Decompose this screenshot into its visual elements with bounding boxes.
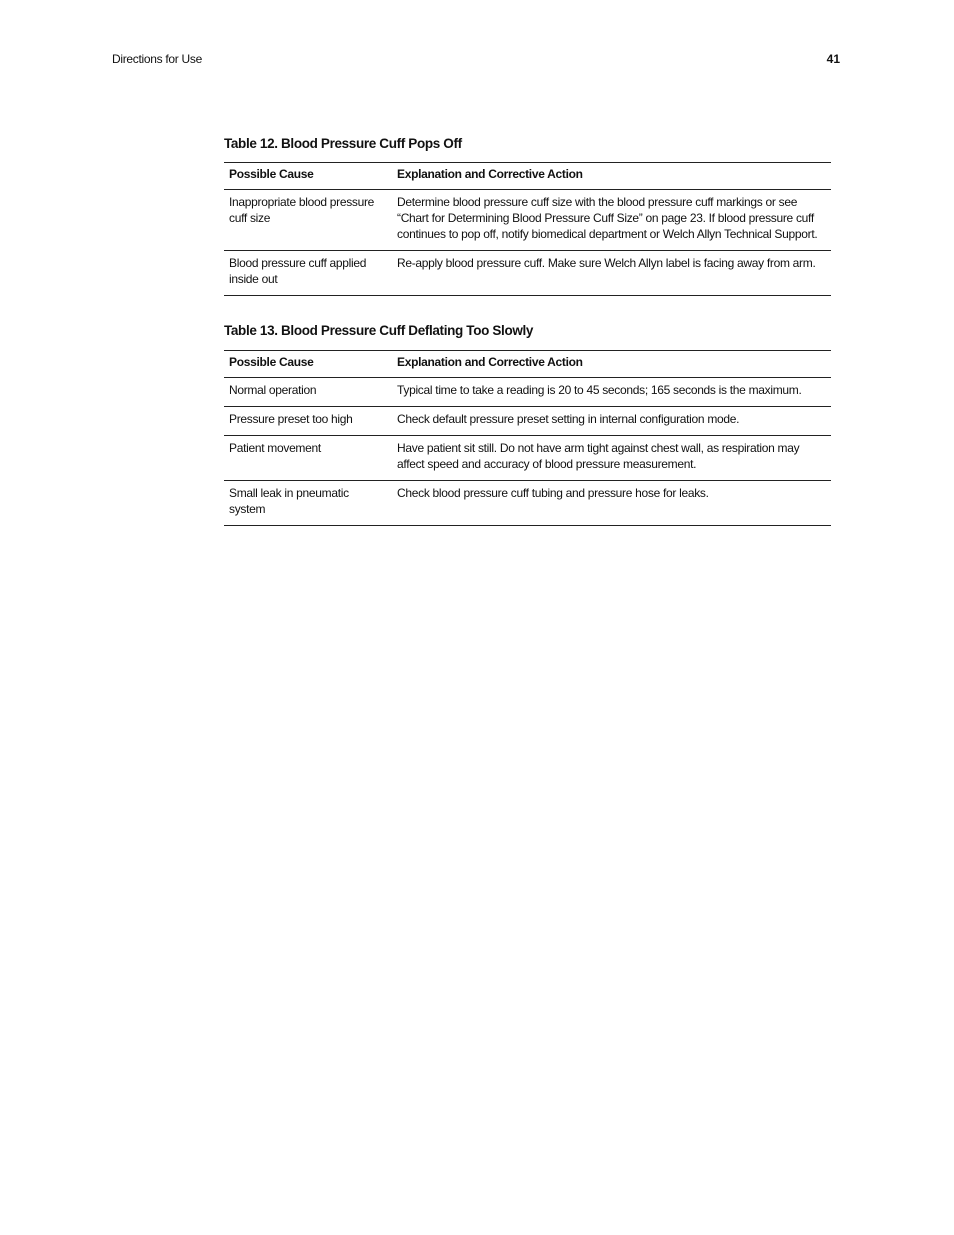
document-title: Directions for Use <box>112 52 202 66</box>
table-row <box>224 251 831 296</box>
cause-cell: Small leak in pneumatic system <box>224 481 392 526</box>
column-header-corrective-action: Explanation and Corrective Action <box>392 351 831 378</box>
table-12-block <box>224 134 831 296</box>
page-number: 41 <box>826 52 840 66</box>
cause-cell: Pressure preset too high <box>224 407 392 436</box>
action-cell: Check default pressure preset setting in internal configuration mode. <box>392 407 831 436</box>
action-cell: Have patient sit still. Do not have arm tight against chest wall, as respiration may affect speed and accuracy of blood pressure measurement. <box>392 436 831 481</box>
cause-cell: Blood pressure cuff applied inside out <box>224 251 392 296</box>
table-13-header-row <box>224 351 831 378</box>
table-row <box>224 436 831 481</box>
cause-cell: Normal operation <box>224 378 392 407</box>
table-12-header-row <box>224 163 831 190</box>
cause-cell: Inappropriate blood pressure cuff size <box>224 190 392 251</box>
table-row <box>224 407 831 436</box>
column-header-possible-cause: Possible Cause <box>224 163 392 190</box>
action-cell: Determine blood pressure cuff size with the blood pressure cuff markings or see “Chart for Determining Blood Pressure Cuff Size” on page 23. If blood pressure cuff continues to pop off, notify biomedical department or Welch Allyn Technical Support. <box>392 190 831 251</box>
column-header-possible-cause: Possible Cause <box>224 351 392 378</box>
table-13-caption: Table 13. Blood Pressure Cuff Deflating Too Slowly <box>224 323 534 338</box>
table-13-block <box>224 321 831 526</box>
table-row <box>224 481 831 526</box>
table-13 <box>224 350 831 526</box>
action-cell: Typical time to take a reading is 20 to 45 seconds; 165 seconds is the maximum. <box>392 378 831 407</box>
action-cell: Check blood pressure cuff tubing and pressure hose for leaks. <box>392 481 831 526</box>
table-row <box>224 190 831 251</box>
running-header <box>112 52 840 70</box>
table-12-caption: Table 12. Blood Pressure Cuff Pops Off <box>224 136 462 151</box>
column-header-corrective-action: Explanation and Corrective Action <box>392 163 831 190</box>
table-row <box>224 378 831 407</box>
cause-cell: Patient movement <box>224 436 392 481</box>
action-cell: Re-apply blood pressure cuff. Make sure Welch Allyn label is facing away from arm. <box>392 251 831 296</box>
table-12 <box>224 162 831 296</box>
